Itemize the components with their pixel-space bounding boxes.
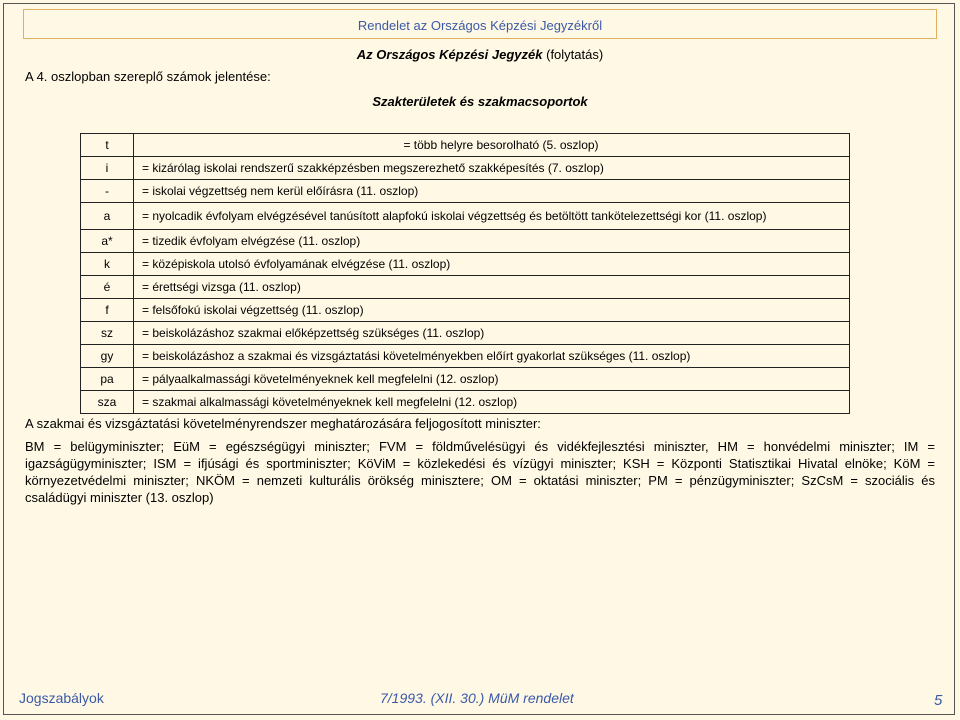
description-cell: = iskolai végzettség nem kerül előírásra (11. oszlop): [142, 184, 419, 198]
doc-title-main: Az Országos Képzési Jegyzék: [356, 47, 543, 62]
top-banner: [23, 9, 937, 39]
code-cell: gy: [100, 349, 114, 363]
code-cell: k: [104, 257, 110, 271]
section-title: Szakterületek és szakmacsoportok: [372, 94, 588, 109]
legend-heading: A 4. oszlopban szereplő számok jelentése:: [25, 69, 271, 84]
doc-title-suffix: (folytatás): [542, 47, 604, 62]
banner-title: Rendelet az Országos Képzési Jegyzékről: [357, 18, 603, 33]
description-cell: = felsőfokú iskolai végzettség (11. oszlop): [142, 303, 364, 317]
code-table: [80, 133, 850, 414]
table-row: [81, 298, 849, 321]
table-row: [81, 344, 849, 367]
table-row: [81, 179, 849, 202]
description-cell: = szakmai alkalmassági követelményeknek kell megfelelni (12. oszlop): [142, 395, 518, 409]
table-row: [81, 202, 849, 229]
code-cell: f: [105, 303, 109, 317]
description-cell: = több helyre besorolható (5. oszlop): [403, 138, 599, 152]
description-cell: = érettségi vizsga (11. oszlop): [142, 280, 301, 294]
description-cell: = beiskolázáshoz a szakmai és vizsgáztatási követelményekben előírt gyakorlat szükséges (11. oszlop): [142, 349, 691, 363]
footer-jogszabalyok: Jogszabályok: [19, 690, 104, 706]
code-cell: a*: [101, 234, 113, 248]
code-cell: i: [105, 161, 109, 175]
code-cell: sz: [101, 326, 113, 340]
table-row: [81, 252, 849, 275]
code-cell: sza: [97, 395, 117, 409]
description-cell: = pályaalkalmassági követelményeknek kell megfelelni (12. oszlop): [142, 372, 499, 386]
doc-title: [0, 47, 960, 62]
code-cell: a: [103, 209, 111, 223]
table-row: [81, 156, 849, 179]
description-cell: = kizárólag iskolai rendszerű szakképzésben megszerezhető szakképesítés (7. oszlop): [142, 161, 604, 175]
code-cell: t: [105, 138, 109, 152]
description-cell: = beiskolázáshoz szakmai előképzettség szükséges (11. oszlop): [142, 326, 485, 340]
authority-text: A szakmai és vizsgáztatási követelményrendszer meghatározására feljogosított miniszter:: [25, 416, 541, 431]
table-row: [81, 390, 849, 413]
table-row: [81, 229, 849, 252]
description-cell: = középiskola utolsó évfolyamának elvégzése (11. oszlop): [142, 257, 451, 271]
code-cell: pa: [100, 372, 114, 386]
table-row: [81, 367, 849, 390]
footer-regulation: 7/1993. (XII. 30.) MüM rendelet: [380, 690, 574, 706]
table-row: [81, 275, 849, 298]
description-cell: = tizedik évfolyam elvégzése (11. oszlop): [142, 234, 361, 248]
ministers-paragraph: BM = belügyminiszter; EüM = egészségügyi miniszter; FVM = földművelésügyi és vidékfejlesztési miniszter, HM = honvédelmi miniszter; IM = igazságügyminiszter; ISM = ifjúsági és sportminiszter; KöViM = közlekedési és vízügyi miniszter; KSH = Központi Statisztikai Hivatal elnöke; KöM = környezetvédelmi miniszter; NKÖM = nemzeti kulturális örökség minisztere; OM = oktatási miniszter; PM = pénzügyminiszter; SzCsM = szociális és családügyi miniszter (13. oszlop): [25, 439, 935, 505]
table-row: [81, 321, 849, 344]
code-cell: -: [105, 184, 109, 198]
page-number: 5: [934, 692, 943, 709]
table-row: [81, 134, 849, 156]
description-cell: = nyolcadik évfolyam elvégzésével tanúsított alapfokú iskolai végzettség és betöltött tankötelezettségi kor (11. oszlop): [142, 209, 767, 223]
code-cell: é: [103, 280, 111, 294]
